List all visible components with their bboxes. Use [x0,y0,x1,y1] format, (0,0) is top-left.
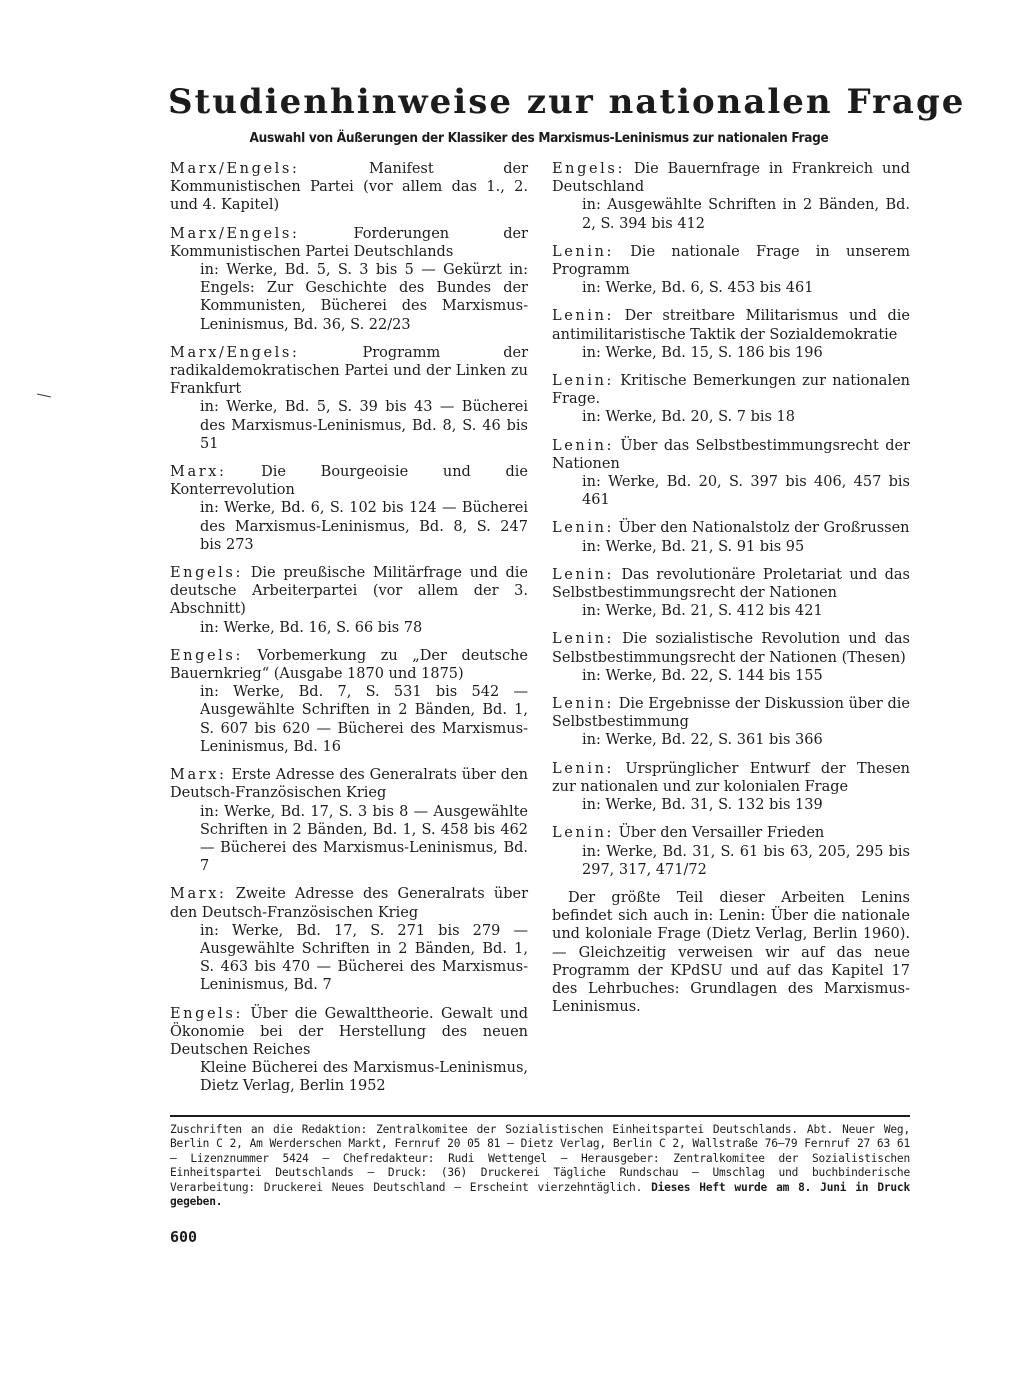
bibliography-entry [170,1005,528,1096]
entry-references: in: Werke, Bd. 17, S. 3 bis 8 — Ausgewählte Schriften in 2 Bänden, Bd. 1, S. 458 bis 462 — Bücherei des Marxismus-Leninismus, Bd. 7 [200,803,528,875]
entry-references: in: Ausgewählte Schriften in 2 Bänden, Bd. 2, S. 394 bis 412 [582,197,910,232]
entry-title: Über den Versailler Frieden [618,825,825,842]
entry-author: Lenin: [552,696,615,713]
entry-heading [552,695,910,731]
entry-title: Über den Nationalstolz der Großrussen [618,520,910,537]
imprint-print-date: Dieses Heft wurde am 8. Juni in Druck gegeben. [170,1180,910,1209]
footer-rule [170,1115,910,1117]
bibliography-entry [552,566,910,621]
entry-references: in: Werke, Bd. 5, S. 3 bis 5 — Gekürzt in: Engels: Zur Geschichte des Bundes der Kommunisten, Bücherei des Marxismus-Leninismus, Bd. 36, S. 22/23 [200,262,528,333]
entry-references: Kleine Bücherei des Marxismus-Leninismus, Dietz Verlag, Berlin 1952 [200,1060,528,1095]
entry-title: Über das Selbstbestimmungsrecht der Nationen [552,437,910,472]
entry-references: in: Werke, Bd. 15, S. 186 bis 196 [582,344,823,361]
entry-heading [552,630,910,666]
entry-author: Lenin: [552,566,615,583]
entry-title: Programm der radikaldemokratischen Partei und der Linken zu Frankfurt [170,344,528,398]
entry-title: Vorbemerkung zu „Der deutsche Bauernkrieg“ (Ausgabe 1870 und 1875) [170,647,529,683]
entry-heading [552,437,910,473]
bibliography-entry [170,225,528,334]
entry-references: in: Werke, Bd. 7, S. 531 bis 542 — Ausgewählte Schriften in 2 Bänden, Bd. 1, S. 607 bis 620 — Bücherei des Marxismus-Leninismus, Bd. 16 [200,684,528,755]
entry-references: in: Werke, Bd. 22, S. 361 bis 366 [582,732,823,749]
margin-mark [37,394,51,398]
entry-references: in: Werke, Bd. 20, S. 7 bis 18 [582,409,796,426]
right-column [552,160,910,1016]
entry-heading [170,647,528,683]
entry-author: Lenin: [552,373,615,390]
entry-title: Manifest der Kommunistischen Partei (vor allem das 1., 2. und 4. Kapitel) [170,161,529,214]
entry-author: Engels: [552,161,625,177]
entry-author: Marx: [170,464,227,481]
entry-heading [552,243,910,279]
bibliography-entry [170,344,528,453]
entry-author: Marx/Engels: [170,225,300,242]
entry-author: Lenin: [552,825,615,842]
entry-heading [552,519,910,537]
entry-heading [170,463,528,499]
entry-title: Zweite Adresse des Generalrats über den Deutsch-Französischen Krieg [170,886,529,921]
entry-heading [552,372,910,408]
entry-heading [170,344,528,399]
page-number: 600 [170,1228,198,1246]
bibliography-entry [552,824,910,879]
entry-author: Marx/Engels: [170,344,300,361]
entry-author: Engels: [170,565,243,582]
entry-references: in: Werke, Bd. 20, S. 397 bis 406, 457 bis 461 [582,474,910,509]
entry-references: in: Werke, Bd. 21, S. 412 bis 421 [582,603,823,620]
bibliography-entry [552,760,910,815]
entry-author: Lenin: [552,520,615,537]
bibliography-entry [170,564,528,637]
entry-heading [170,564,528,619]
left-column [170,160,528,1106]
entry-title: Ursprünglicher Entwurf der Thesen zur nationalen und zur kolonialen Frage [552,760,910,795]
entry-references: in: Werke, Bd. 6, S. 102 bis 124 — Bücherei des Marxismus-Leninismus, Bd. 8, S. 247 bis 273 [200,500,528,553]
bibliography-entry [552,630,910,685]
bibliography-entry [552,372,910,427]
entry-author: Marx/Engels: [170,161,300,177]
entry-heading [552,566,910,602]
bibliography-entry [170,463,528,554]
bibliography-entry [170,885,528,994]
entry-title: Der streitbare Militarismus und die antimilitaristische Taktik der Sozialdemokratie [552,308,910,343]
entry-references: in: Werke, Bd. 21, S. 91 bis 95 [582,538,805,555]
entry-title: Erste Adresse des Generalrats über den Deutsch-Französischen Krieg [170,767,528,802]
bibliography-entry [552,437,910,510]
entry-heading [552,160,910,196]
entry-references: in: Werke, Bd. 31, S. 61 bis 63, 205, 295 bis 297, 317, 471/72 [582,843,910,878]
entry-heading [552,824,910,842]
entry-author: Lenin: [552,437,615,454]
entry-title: Die Ergebnisse der Diskussion über die Selbstbestimmung [552,696,910,731]
entry-author: Lenin: [552,243,615,260]
entry-title: Die Bauernfrage in Frankreich und Deutschland [552,161,910,196]
bibliography-entry [552,243,910,298]
entry-author: Marx: [170,767,227,784]
entry-heading [170,885,528,921]
entry-references: in: Werke, Bd. 17, S. 271 bis 279 — Ausgewählte Schriften in 2 Bänden, Bd. 1, S. 463 bis 470 — Bücherei des Marxismus-Leninismus, Bd. 7 [200,922,528,994]
entry-references: in: Werke, Bd. 16, S. 66 bis 78 [200,619,423,636]
entry-title: Über die Gewalttheorie. Gewalt und Ökonomie bei der Herstellung des neuen Deutschen Reiches [170,1005,529,1058]
entry-heading [552,307,910,343]
entry-title: Die preußische Militärfrage und die deutsche Arbeiterpartei (vor allem der 3. Abschnitt) [170,565,528,618]
bibliography-entry [170,766,528,875]
entry-title: Forderungen der Kommunistischen Partei Deutschlands [170,225,528,260]
page-subtitle: Auswahl von Äußerungen der Klassiker des Marxismus-Leninismus zur nationalen Frage [249,130,829,146]
entry-heading [170,225,528,261]
entry-heading [170,766,528,802]
entry-heading [170,160,528,215]
entry-author: Lenin: [552,308,615,325]
bibliography-entry [552,307,910,362]
entry-author: Engels: [170,1005,243,1022]
imprint [170,1123,910,1209]
bibliography-entry [170,647,528,756]
page-title: Studienhinweise zur nationalen Frage [168,82,966,122]
closing-note: Der größte Teil dieser Arbeiten Lenins befindet sich auch in: Lenin: Über die nationale und koloniale Frage (Dietz Verlag, Berlin 1960). — Gleichzeitig verweisen wir auf das neue Programm der KPdSU und auf das Kapitel 17 des Lehrbuches: Grundlagen des Marxismus-Leninismus. [552,889,910,1016]
entry-author: Marx: [170,886,227,903]
entry-heading [552,760,910,796]
entry-author: Lenin: [552,760,615,777]
bibliography-entry [170,160,528,215]
entry-references: in: Werke, Bd. 22, S. 144 bis 155 [582,667,823,684]
entry-references: in: Werke, Bd. 6, S. 453 bis 461 [582,280,814,297]
entry-author: Engels: [170,647,243,664]
entry-references: in: Werke, Bd. 31, S. 132 bis 139 [582,797,823,814]
bibliography-entry [552,519,910,555]
entry-title: Die sozialistische Revolution und das Selbstbestimmungsrecht der Nationen (Thesen) [552,631,911,666]
entry-heading [170,1005,528,1060]
bibliography-entry [552,695,910,750]
entry-author: Lenin: [552,631,615,648]
entry-title: Die Bourgeoisie und die Konterrevolution [170,464,529,499]
imprint-text: Zuschriften an die Redaktion: Zentralkomitee der Sozialistischen Einheitspartei Deutschlands. Abt. Neuer Weg, Berlin C 2, Am Werderschen Markt, Fernruf 20 05 81 — Dietz Verlag, Berlin C 2, Wallstraße 76–79 Fernruf 27 63 61 — Lizenznummer 5424 — Chefredakteur: Rudi Wettengel — Herausgeber: Zentralkomitee der Sozialistischen Einheitspartei Deutschlands — Druck: (36) Druckerei Tägliche Rundschau — Umschlag und buchbinderische Verarbeitung: Druckerei Neues Deutschland — Erscheint vierzehntäglich. [170,1123,910,1194]
bibliography-entry [552,160,910,233]
entry-title: Kritische Bemerkungen zur nationalen Frage. [552,373,911,408]
entry-title: Das revolutionäre Proletariat und das Selbstbestimmungsrecht der Nationen [552,566,910,602]
entry-references: in: Werke, Bd. 5, S. 39 bis 43 — Bücherei des Marxismus-Leninismus, Bd. 8, S. 46 bis 51 [200,399,528,452]
entry-title: Die nationale Frage in unserem Programm [552,243,910,279]
